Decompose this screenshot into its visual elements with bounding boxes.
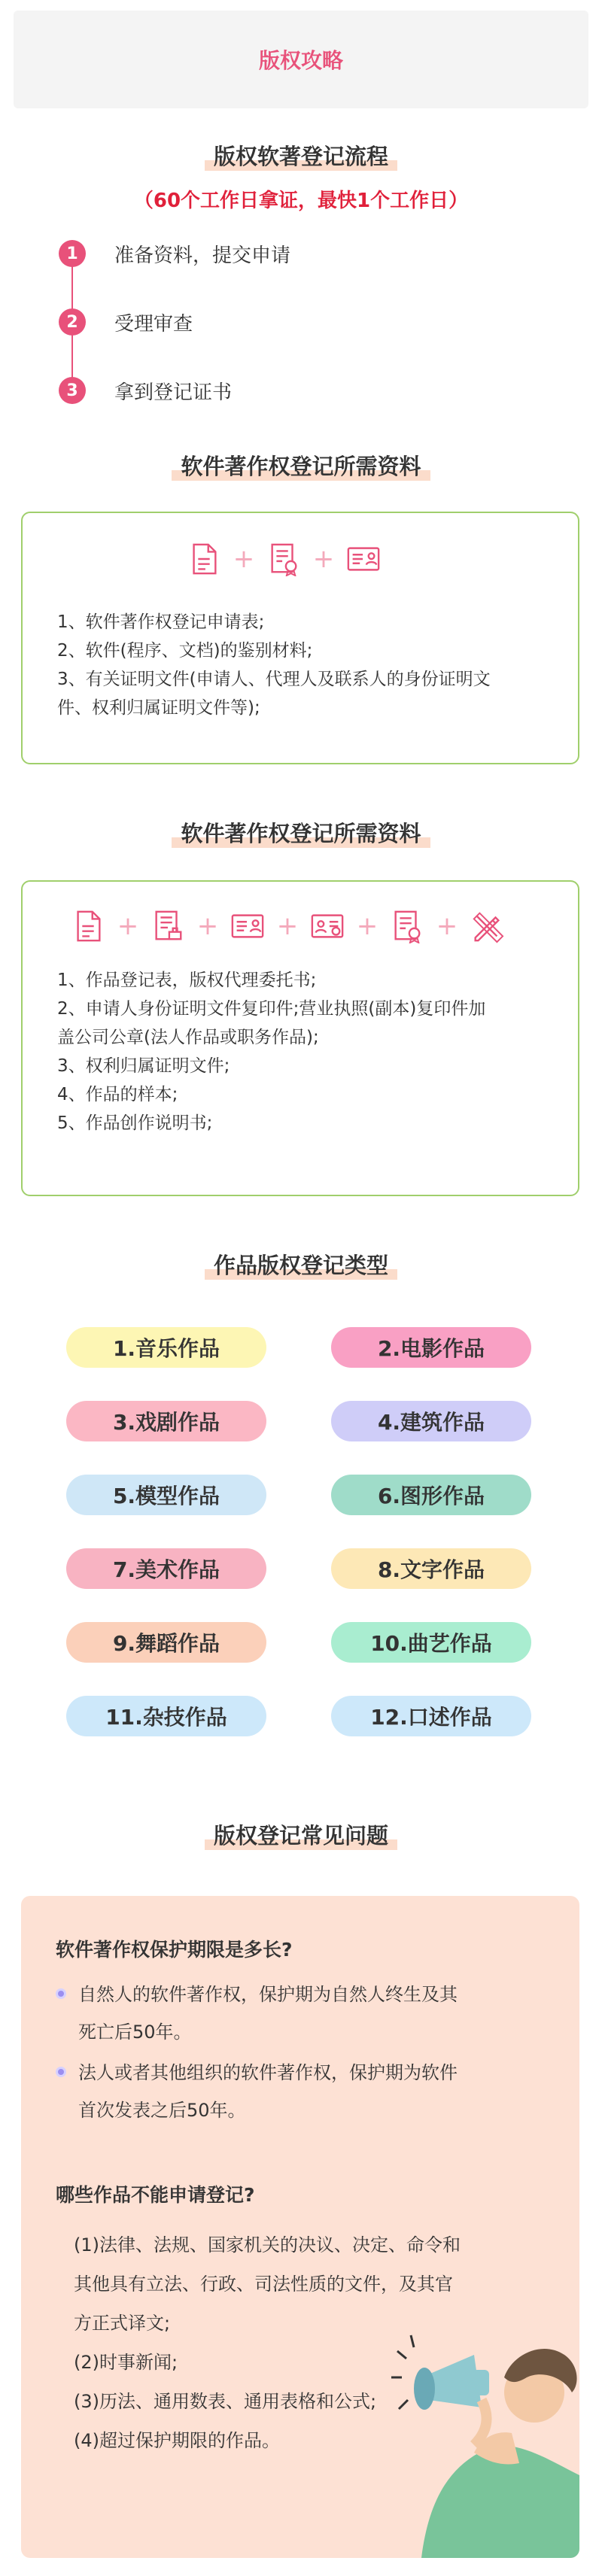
step-1 — [59, 239, 290, 268]
type-pill[interactable]: 12.口述作品 — [331, 1696, 531, 1736]
material-line: 2、软件(程序、文档)的鉴别材料; — [57, 641, 313, 661]
material-line: 盖公司公章(法人作品或职务作品); — [57, 1028, 319, 1047]
type-pill[interactable]: 3.戏剧作品 — [66, 1401, 266, 1441]
type-pill[interactable]: 5.模型作品 — [66, 1475, 266, 1515]
document-icon — [185, 540, 223, 578]
faq-answer-line: (3)历法、通用数表、通用表格和公式; — [74, 2391, 377, 2412]
certificate-icon — [265, 540, 303, 578]
step-label: 拿到登记证书 — [114, 381, 233, 404]
id-card-icon — [345, 540, 382, 578]
material-line: 1、软件著作权登记申请表; — [57, 612, 265, 632]
process-subtitle: （60个工作日拿证，最快1个工作日） — [133, 190, 469, 212]
software-materials-icons — [185, 540, 382, 578]
faq-answer-line: (4)超过保护期限的作品。 — [74, 2430, 280, 2451]
pencil-ruler-icon — [468, 907, 506, 945]
plus-icon: + — [436, 911, 458, 941]
step-label: 准备资料，提交申请 — [114, 244, 291, 267]
id-card-icon — [229, 907, 266, 945]
document-icon — [69, 907, 107, 945]
plus-icon: + — [233, 544, 255, 574]
certificate-icon — [388, 907, 426, 945]
material-line: 3、有关证明文件(申请人、代理人及联系人的身份证明文 — [57, 670, 491, 689]
faq-answer-1: 自然人的软件著作权，保护期为自然人终生及其 死亡后50年。 — [56, 1976, 537, 2051]
plus-icon: + — [356, 911, 379, 941]
stamped-form-icon — [149, 907, 187, 945]
type-pill[interactable]: 1.音乐作品 — [66, 1327, 266, 1368]
type-pill[interactable]: 10.曲艺作品 — [331, 1622, 531, 1663]
process-title: 版权软著登记流程 — [0, 140, 602, 171]
faq-answer-2: 法人或者其他组织的软件著作权，保护期为软件 首次发表之后50年。 — [56, 2054, 537, 2129]
plus-icon: + — [117, 911, 139, 941]
work-materials-title: 软件著作权登记所需资料 — [0, 817, 602, 848]
material-line: 3、权利归属证明文件; — [57, 1056, 230, 1076]
plus-icon: + — [276, 911, 299, 941]
type-pill[interactable]: 7.美术作品 — [66, 1548, 266, 1589]
plus-icon: + — [312, 544, 335, 574]
work-materials-list — [57, 966, 548, 1138]
faq-title: 版权登记常见问题 — [0, 1819, 602, 1850]
material-line: 1、作品登记表，版权代理委托书; — [57, 971, 317, 990]
material-line: 5、作品创作说明书; — [57, 1113, 213, 1133]
type-pill[interactable]: 8.文字作品 — [331, 1548, 531, 1589]
step-number: 2 — [59, 308, 86, 336]
faq-answer-line: 方正式译文; — [74, 2313, 171, 2334]
step-number: 3 — [59, 377, 86, 404]
work-materials-box — [21, 880, 579, 1196]
software-materials-box — [21, 512, 579, 764]
material-line: 件、权利归属证明文件等); — [57, 698, 260, 718]
type-pill[interactable]: 4.建筑作品 — [331, 1401, 531, 1441]
work-materials-icons — [69, 907, 506, 945]
bullet-dot-icon — [56, 2067, 66, 2077]
faq-question-1: 软件著作权保护期限是多长? — [56, 1939, 293, 1961]
faq-question-2: 哪些作品不能申请登记? — [56, 2184, 255, 2206]
type-pill[interactable]: 6.图形作品 — [331, 1475, 531, 1515]
page-title: 版权攻略 — [258, 48, 343, 73]
step-number: 1 — [59, 240, 86, 267]
process-steps — [59, 239, 540, 408]
software-materials-list — [57, 608, 548, 722]
faq-answer-line: (2)时事新闻; — [74, 2352, 178, 2373]
page-header — [14, 11, 588, 108]
faq-answer-line: (1)法律、法规、国家机关的决议、决定、命令和 — [74, 2234, 461, 2256]
plus-icon: + — [196, 911, 219, 941]
step-label: 受理审查 — [114, 312, 193, 336]
step-2 — [59, 308, 193, 336]
license-card-icon — [309, 907, 346, 945]
faq-answer-line: 其他具有立法、行政、司法性质的文件，及其官 — [74, 2274, 453, 2295]
material-line: 4、作品的样本; — [57, 1085, 178, 1104]
material-line: 2、申请人身份证明文件复印件;营业执照(副本)复印件加 — [57, 999, 486, 1019]
step-3 — [59, 376, 232, 405]
type-pill[interactable]: 11.杂技作品 — [66, 1696, 266, 1736]
bullet-dot-icon — [56, 1988, 66, 1999]
type-pill[interactable]: 9.舞蹈作品 — [66, 1622, 266, 1663]
types-title: 作品版权登记类型 — [0, 1249, 602, 1280]
faq-box — [21, 1896, 579, 2558]
megaphone-person-illustration — [391, 2287, 579, 2558]
software-materials-title: 软件著作权登记所需资料 — [0, 450, 602, 481]
type-pill[interactable]: 2.电影作品 — [331, 1327, 531, 1368]
